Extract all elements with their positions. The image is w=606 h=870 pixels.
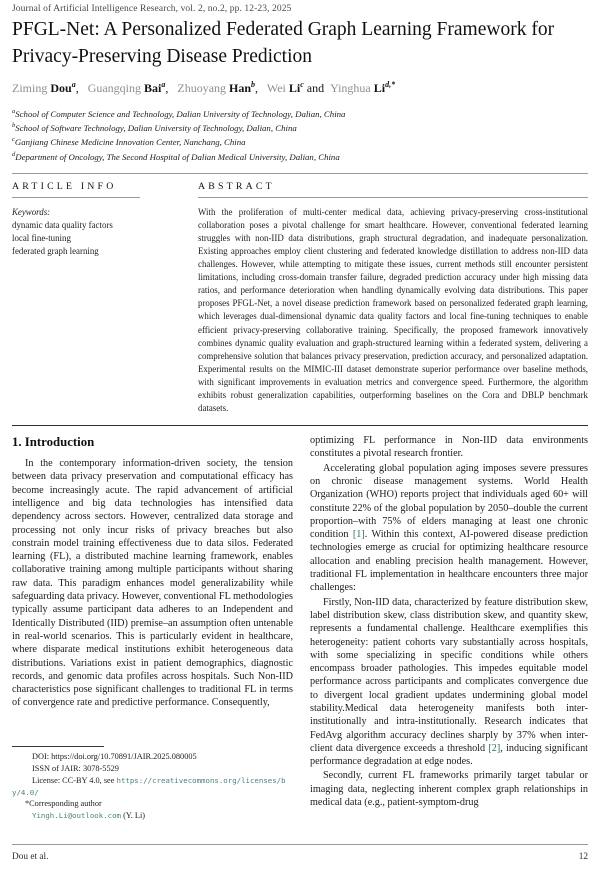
footer-authors: Dou et al.	[12, 852, 49, 862]
doi-line: DOI: https://doi.org/10.70891/JAIR.2025.080005	[32, 752, 197, 762]
email-name-suffix: (Y. Li)	[121, 811, 146, 821]
article-info-column	[12, 181, 198, 415]
divider	[12, 425, 588, 426]
paragraph: Firstly, Non-IID data, characterized by feature distribution skew, label distribution skew, class distribution skew, and quantity skew, represents a fundamental challenge. Healthcare exemplifies this heterogeneity: patient cohorts vary substantially across hospitals, with some specializing in specific conditions while others encompass broader pathologies. This impedes equitable model performance across participants and complicates convergence due to divergent local gradient updates undermining global model stability.Medical data heterogeneity manifests both inter-institutionally and intra-institutionally. Research indicates that FedAvg algorithm accuracy declines sharply by 37% when inter-client data divergence exceeds a threshold [2], inducing significant performance degradation at edge nodes.	[310, 596, 588, 768]
footnote-rule	[12, 746, 104, 747]
author-affiliation-mark: c	[300, 79, 304, 89]
citation-link[interactable]: [1]	[352, 529, 365, 541]
right-column	[310, 434, 588, 842]
keywords-list	[12, 219, 198, 258]
email-line	[12, 810, 293, 822]
left-column-text	[12, 457, 293, 711]
keyword-item: federated graph learning	[12, 245, 99, 256]
abstract-text: With the proliferation of multi-center medical data, achieving privacy-preserving cross-institutional collaboration poses a pivotal challenge for smart healthcare. However, conventional federated learning struggles with non-IID data distributions, graph structural degradation, and inadequate personalization. Existing approaches employ client clustering and federated knowledge distillation to address non-IID data challenges. However, while attempting to mitigate these issues, current methods still encounter persistent limitations, including cross-domain transfer failure, degraded prediction accuracy under high missing data ratios, and performance deterioration when handling dynamically evolving data distributions. This paper proposes PFGL-Net, a novel disease prediction framework based on personalized federated graph learning, which leverages dual-dimensional dynamic data quality factors and local fine-tuning techniques to enable efficient privacy-preserving collaborative training. Specifically, the proposed framework innovatively combines dynamic quality evaluation and graph-structured learning within a federated system, delivering a comprehensive solution that balances privacy preservation, prediction accuracy, and personalized adaptation. Experimental results on the MIMIC-III dataset demonstrate superior performance over baseline methods, with significant improvements in evaluation metrics and convergence speed. Furthermore, the algorithm exhibits robust generalization capabilities, outperforming baselines on the Cora and DBLP benchmark datasets.	[198, 206, 588, 413]
author-affiliation-mark: d,*	[385, 79, 396, 89]
page-title: PFGL-Net: A Personalized Federated Graph Learning Framework for Privacy-Preserving Disease Prediction	[12, 19, 555, 67]
license-url-link[interactable]: https://creativecommons.org/licenses/by/4.0/	[12, 775, 286, 797]
right-column-text	[310, 434, 588, 810]
author-given-name: Guangqing	[87, 80, 142, 95]
abstract-heading: ABSTRACT	[198, 180, 275, 192]
author-family-name: Dou$^a$	[50, 79, 76, 95]
author-family-name: Li$^c$	[288, 79, 304, 95]
license-line	[12, 775, 293, 799]
author-given-name: Ziming	[12, 80, 48, 95]
body-columns	[12, 434, 588, 842]
abstract-column	[198, 181, 588, 415]
footnote-block	[12, 746, 293, 822]
author-family-name: Han$^b$	[229, 79, 256, 95]
citation-link[interactable]: [2]	[488, 742, 501, 754]
corresponding-author-note: *Corresponding author	[25, 799, 102, 809]
affiliation-line: $^b$School of Software Technology, Dalian University of Technology, Dalian, China	[12, 122, 297, 134]
divider	[198, 197, 588, 198]
author-family-name: Bai$^a$	[144, 79, 166, 95]
author-given-name: Zhuoyang	[177, 80, 227, 95]
page-footer	[12, 844, 588, 862]
affiliation-line: $^a$School of Computer Science and Technology, Dalian University of Technology, Dalian, China	[12, 107, 346, 119]
author-affiliation-mark: a	[161, 79, 166, 89]
keyword-item: dynamic data quality factors	[12, 219, 113, 230]
section-heading-introduction: 1. Introduction	[12, 435, 95, 450]
journal-line: Journal of Artificial Intelligence Research, vol. 2, no.2, pp. 12-23, 2025	[12, 4, 292, 14]
info-abstract-row	[12, 181, 588, 415]
authors-line: Ziming Dou$^a$, Guangqing Bai$^a$, Zhuoyang Han$^b$, Wei Li$^c$ and Yinghua $Li^{d,*}$	[12, 79, 396, 95]
keyword-item: local fine-tuning	[12, 232, 71, 243]
author-given-name: Wei	[266, 80, 286, 95]
paragraph: Secondly, current FL frameworks primarily target tabular or imaging data, neglecting inherent complex graph relationships in medical data (e.g., patient-symptom-drug	[310, 770, 588, 809]
license-label: License: CC-BY 4.0, see	[32, 775, 117, 785]
author-given-name: Yinghua	[330, 80, 371, 95]
keywords-block	[12, 206, 198, 258]
footer-page-number: 12	[578, 852, 588, 862]
divider	[12, 197, 140, 198]
paragraph: optimizing FL performance in Non-IID data environments constitutes a pivotal research frontier.	[310, 435, 588, 460]
paragraph: In the contemporary information-driven society, the tension between data privacy preservation and computational efficacy has become increasingly acute. The rapid advancement of artificial intelligence and big data technologies has intensified data dependency across sectors. However, centralized data storage and processing not only incur risks of privacy breaches but also constrain model training effectiveness due to data silos. Federated learning (FL), a distributed machine learning framework, enables collaborative training among multiple participants without sharing raw data. This paradigm enhances model generalizability while safeguarding data privacy. However, conventional FL methodologies typically assume participant data adheres to an Independent and Identically Distributed (IID) premise–an assumption often untenable in real-world scenarios. This is particularly evident in healthcare, where disparate medical institutions exhibit heterogeneous data distributions. Variations exist in patient demographics, diagnostic records, and genomic data profiles across hospitals. Such Non-IID characteristics pose significant challenges to traditional FL in terms of convergence rate and predictive performance. Consequently,	[12, 458, 293, 709]
author-affiliation-mark: a	[71, 79, 76, 89]
left-column	[12, 434, 293, 842]
email-link[interactable]: Yingh.Li@outlook.com	[32, 811, 121, 821]
affiliation-line: $^d$Department of Oncology, The Second Hospital of Dalian Medical University, Dalian, China	[12, 150, 340, 162]
author-affiliation-mark: b	[251, 79, 256, 89]
keywords-label: Keywords:	[12, 206, 51, 217]
affiliation-line: $^c$Ganjiang Chinese Medicine Innovation Center, Nanchang, China	[12, 136, 246, 148]
paragraph: Accelerating global population aging imposes severe pressures on chronic disease management systems. World Health Organization (WHO) reports project that individuals aged 60+ will constitute 22% of the global population by 2050–double the current proportion–with 75% of elders managing at least one chronic condition [1]. Within this context, AI-powered disease prediction technologies emerge as crucial for optimizing healthcare resource allocation and enabling precision health management. However, traditional FL implementation in healthcare encounters three major challenges:	[310, 462, 588, 594]
affiliations	[12, 107, 588, 164]
article-info-heading: ARTICLE INFO	[12, 180, 117, 192]
issn-line: ISSN of JAIR: 3078-5529	[32, 764, 119, 774]
author-family-name: $Li^{d,*}$	[373, 79, 396, 95]
divider	[12, 173, 588, 174]
